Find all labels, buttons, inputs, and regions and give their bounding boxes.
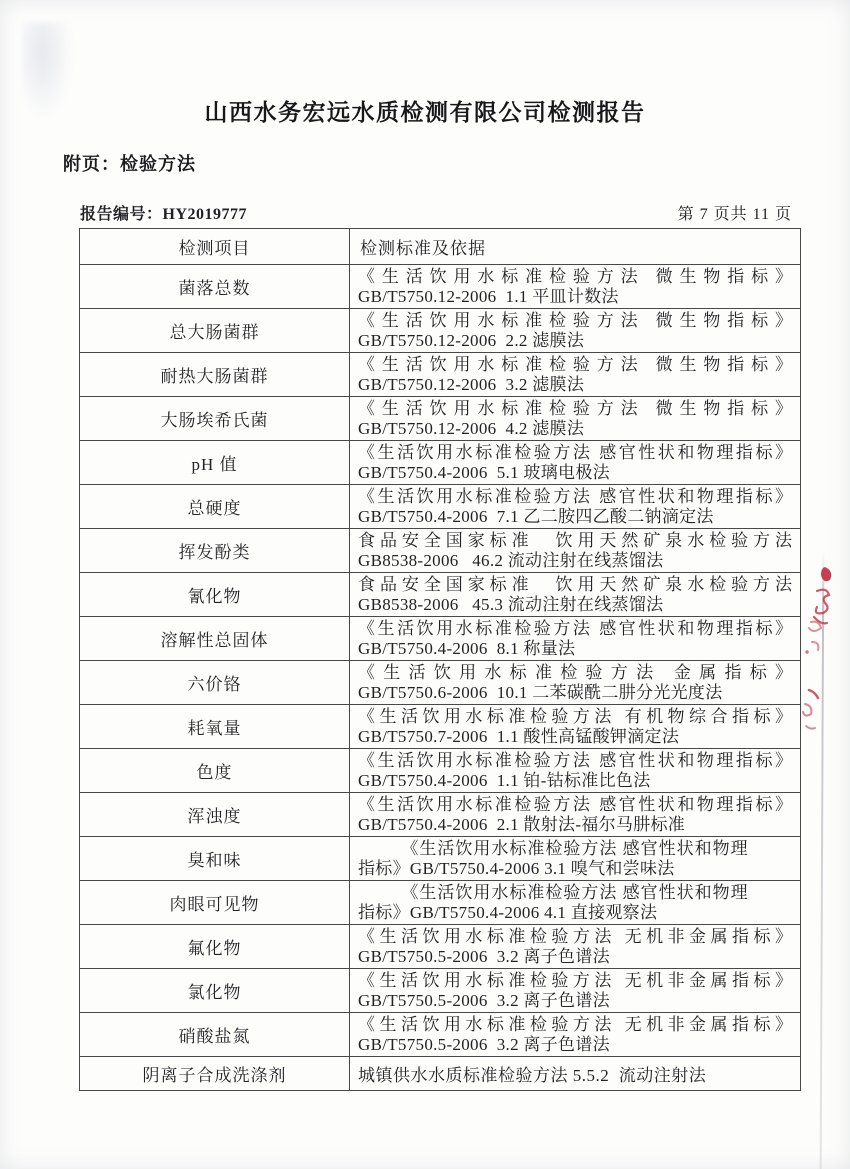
report-number-label: 报告编号： — [80, 206, 163, 223]
table-row — [80, 793, 801, 837]
method-standard-cell — [350, 441, 801, 485]
method-standard-cell — [350, 353, 801, 397]
method-standard-cell — [350, 837, 801, 881]
method-line-1: 《生活饮用水标准检验方法 微生物指标》 — [358, 266, 792, 286]
method-standard-cell — [350, 529, 801, 573]
method-line-1: 《生活饮用水标准检验方法 感官性状和物理指标》 — [358, 442, 792, 462]
table-row — [80, 485, 801, 529]
red-seal-fragment — [794, 552, 844, 767]
test-item-cell: 挥发酚类 — [80, 529, 350, 573]
test-item-cell: 大肠埃希氏菌 — [80, 397, 350, 441]
report-title: 山西水务宏远水质检测有限公司检测报告 — [204, 99, 646, 125]
method-line-2: GB/T5750.5-2006 3.2 离子色谱法 — [358, 990, 610, 1010]
method-line-1: 《生活饮用水标准检验方法 感官性状和物理指标》 — [358, 486, 792, 506]
table-row — [80, 1013, 801, 1057]
table-header-row — [80, 229, 801, 265]
method-standard-cell — [350, 881, 801, 925]
test-item-cell: 肉眼可见物 — [80, 881, 350, 925]
test-item-cell: 氟化物 — [80, 925, 350, 969]
report-number-value: HY2019777 — [162, 206, 248, 223]
test-item-cell: pH 值 — [80, 441, 350, 485]
method-line-1: 《生活饮用水标准检验方法 微生物指标》 — [358, 398, 792, 418]
method-standard-cell — [350, 969, 801, 1013]
table-row — [80, 661, 801, 705]
method-line-2: GB/T5750.4-2006 7.1 乙二胺四乙酸二钠滴定法 — [358, 506, 714, 526]
method-standard-cell — [350, 397, 801, 441]
test-item-cell: 耐热大肠菌群 — [80, 353, 350, 397]
test-item-cell: 耗氧量 — [80, 705, 350, 749]
table-row — [80, 705, 801, 749]
scan-smudge — [22, 22, 74, 122]
method-line-1: 《生活饮用水标准检验方法 金属指标》 — [358, 662, 792, 682]
method-standard-cell — [350, 485, 801, 529]
table-row — [80, 1057, 801, 1091]
methods-table — [79, 228, 801, 1091]
method-standard-cell — [350, 573, 801, 617]
table-row — [80, 309, 801, 353]
method-line-2: GB/T5750.12-2006 4.2 滤膜法 — [358, 418, 585, 438]
method-line-2: GB/T5750.4-2006 2.1 散射法-福尔马肼标准 — [358, 814, 686, 834]
method-line-2: GB/T5750.4-2006 8.1 称量法 — [358, 638, 576, 658]
method-line-2: GB/T5750.12-2006 3.2 滤膜法 — [358, 374, 585, 394]
test-item-cell: 氰化物 — [80, 573, 350, 617]
methods-table-body — [80, 265, 801, 1091]
page-indicator: 第 7 页共 11 页 — [677, 206, 792, 223]
meta-row — [80, 201, 792, 224]
method-line-1: 《生活饮用水标准检验方法 微生物指标》 — [358, 310, 792, 330]
table-row — [80, 441, 801, 485]
method-line-2: GB/T5750.5-2006 3.2 离子色谱法 — [358, 1034, 610, 1054]
method-standard-cell — [350, 661, 801, 705]
method-line-2: 指标》GB/T5750.4-2006 4.1 直接观察法 — [358, 902, 658, 922]
method-line-1: 《生活饮用水标准检验方法 感官性状和物理指标》 — [358, 618, 792, 638]
method-line-2: GB/T5750.12-2006 1.1 平皿计数法 — [358, 286, 619, 306]
test-item-cell: 阴离子合成洗涤剂 — [80, 1057, 350, 1091]
header-test-item: 检测项目 — [80, 229, 350, 265]
method-standard-cell — [350, 793, 801, 837]
test-item-cell: 色度 — [80, 749, 350, 793]
table-row — [80, 353, 801, 397]
table-row — [80, 397, 801, 441]
method-line-1: 《生活饮用水标准检验方法 有机物综合指标》 — [358, 706, 792, 726]
header-test-standard: 检测标准及依据 — [350, 229, 801, 265]
test-item-cell: 浑浊度 — [80, 793, 350, 837]
method-line-1: 《生活饮用水标准检验方法 无机非金属指标》 — [358, 926, 792, 946]
test-item-cell: 臭和味 — [80, 837, 350, 881]
method-line-1: 《生活饮用水标准检验方法 无机非金属指标》 — [358, 1014, 792, 1034]
method-line-1: 《生活饮用水标准检验方法 感官性状和物理 — [401, 882, 749, 902]
method-line-1: 《生活饮用水标准检验方法 感官性状和物理指标》 — [358, 750, 792, 770]
test-item-cell: 溶解性总固体 — [80, 617, 350, 661]
table-row — [80, 881, 801, 925]
test-item-cell: 总硬度 — [80, 485, 350, 529]
method-line-1: 《生活饮用水标准检验方法 无机非金属指标》 — [358, 970, 792, 990]
test-item-cell: 氯化物 — [80, 969, 350, 1013]
method-standard-cell — [350, 925, 801, 969]
table-row — [80, 749, 801, 793]
table-row — [80, 925, 801, 969]
appendix-label: 附页：检验方法 — [63, 154, 196, 174]
method-standard-cell — [350, 705, 801, 749]
method-line-2: GB8538-2006 46.2 流动注射在线蒸馏法 — [358, 550, 664, 570]
test-item-cell: 总大肠菌群 — [80, 309, 350, 353]
table-row — [80, 617, 801, 661]
table-row — [80, 969, 801, 1013]
method-standard-cell — [350, 265, 801, 309]
method-line-1: 食品安全国家标准 饮用天然矿泉水检验方法 — [358, 530, 792, 550]
table-row — [80, 573, 801, 617]
method-line-2: GB8538-2006 45.3 流动注射在线蒸馏法 — [358, 594, 664, 614]
method-standard-cell — [350, 309, 801, 353]
method-line-1: 《生活饮用水标准检验方法 微生物指标》 — [358, 354, 792, 374]
method-line-2: GB/T5750.6-2006 10.1 二苯碳酰二肼分光光度法 — [358, 682, 723, 702]
method-line-1: 《生活饮用水标准检验方法 感官性状和物理 — [401, 838, 749, 858]
table-row — [80, 265, 801, 309]
method-standard-cell — [350, 749, 801, 793]
method-line-2: GB/T5750.4-2006 1.1 铂-钴标准比色法 — [358, 770, 651, 790]
method-standard-cell — [350, 617, 801, 661]
table-row — [80, 837, 801, 881]
method-line-2: GB/T5750.7-2006 1.1 酸性高锰酸钾滴定法 — [358, 726, 680, 746]
method-standard-cell — [350, 1013, 801, 1057]
test-item-cell: 菌落总数 — [80, 265, 350, 309]
method-line-2: GB/T5750.4-2006 5.1 玻璃电极法 — [358, 462, 610, 482]
report-number — [80, 201, 247, 224]
method-line-2: 指标》GB/T5750.4-2006 3.1 嗅气和尝味法 — [358, 858, 675, 878]
method-line-2: GB/T5750.5-2006 3.2 离子色谱法 — [358, 946, 610, 966]
test-item-cell: 六价铬 — [80, 661, 350, 705]
method-line-2: GB/T5750.12-2006 2.2 滤膜法 — [358, 330, 585, 350]
test-item-cell: 硝酸盐氮 — [80, 1013, 350, 1057]
method-line-1: 食品安全国家标准 饮用天然矿泉水检验方法 — [358, 574, 792, 594]
method-line-1: 《生活饮用水标准检验方法 感官性状和物理指标》 — [358, 794, 792, 814]
table-row — [80, 529, 801, 573]
method-standard-cell: 城镇供水水质标准检验方法 5.5.2 流动注射法 — [350, 1057, 801, 1091]
